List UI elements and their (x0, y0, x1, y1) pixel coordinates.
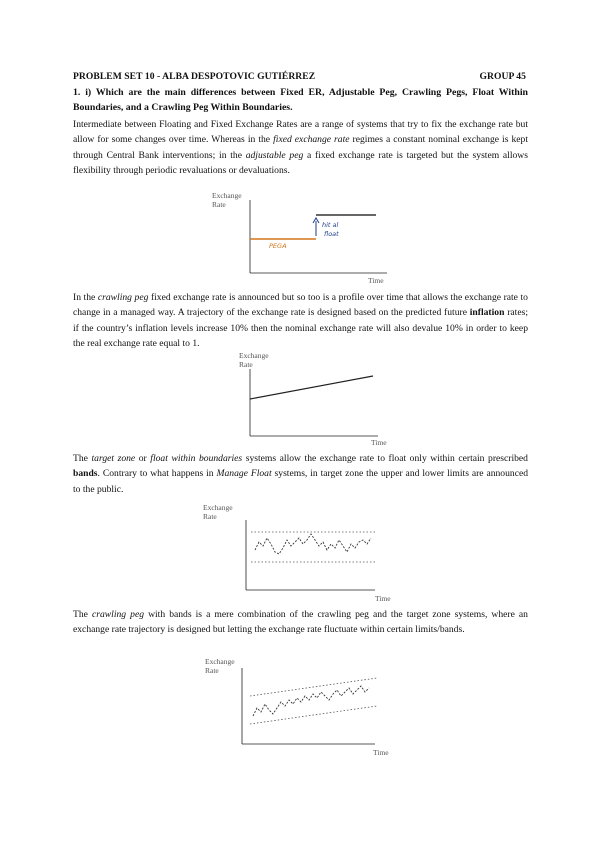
p2-text-e: rates; if the country’s inflation levels increase 10% then the nominal exchange rate will also devalue 10% in order to keep the real exchange rate equal to 1. (73, 307, 528, 349)
fig1-annotation-2: float (324, 230, 339, 238)
p3-text-a: The (73, 453, 92, 464)
p4-term-crawling-peg: crawling peg (91, 609, 145, 620)
fig2-ylabel-2: Rate (239, 360, 253, 369)
p3-text-i: systems, in target zone the upper and lower limits are announced to the public. (73, 468, 529, 495)
p3-text-e: systems allow the exchange rate to float only within certain prescribed (242, 453, 528, 464)
figure-target-zone (203, 502, 403, 604)
header-group: GROUP 45 (479, 71, 526, 82)
p3-term-float-within-boundaries: float within boundaries (150, 453, 243, 464)
p1-text-a: Intermediate between Floating and Fixed Exchange Rates are a range of systems that try to fix the exchange rate but allow for some changes over time. Whereas in the (73, 119, 528, 146)
header-title: PROBLEM SET 10 - ALBA DESPOTOVIC GUTIÉRREZ (73, 71, 316, 82)
p4-text-c: with bands is a mere combination of the crawling peg and the target zone systems, where an exchange rate trajectory is designed but letting the exchange rate fluctuate within certain limits/bands. (73, 609, 528, 636)
fig3-ylabel-1: Exchange (203, 503, 233, 512)
p3-text-c: or (135, 453, 151, 464)
fig4-xlabel: Time (373, 748, 389, 757)
fig2-ylabel-1: Exchange (239, 351, 269, 360)
fig1-ylabel-2: Rate (212, 200, 226, 209)
p2-term-inflation: inflation (469, 307, 505, 319)
p3-term-target-zone: target zone (91, 453, 136, 464)
paragraph-crawling-peg-bands (73, 607, 528, 638)
p4-text-a: The (73, 609, 92, 620)
fig3-ylabel-2: Rate (203, 512, 217, 521)
p3-text-g: . Contrary to what happens in (97, 468, 217, 480)
p2-term-crawling-peg: crawling peg (97, 292, 149, 303)
document-header (73, 71, 528, 83)
fig1-peg-label: PEGA (269, 242, 287, 250)
fig2-xlabel: Time (371, 438, 387, 447)
fig3-xlabel: Time (375, 594, 391, 603)
fig2-crawling-trend-line (250, 376, 373, 399)
figure-crawling-peg (233, 350, 403, 450)
p1-text-c: regimes a constant nominal exchange is kept through Central Bank interventions; in the (73, 134, 528, 161)
paragraph-fixed-adjustable (73, 117, 528, 178)
p3-term-manage-float: Manage Float (216, 468, 272, 480)
figure-crawling-peg-bands (205, 656, 400, 758)
fig3-exchange-rate-path (255, 534, 371, 554)
p2-text-a: In the (73, 292, 98, 303)
paragraph-target-zone (73, 451, 528, 497)
p2-text-c: fixed exchange rate is announced but so too is a profile over time that allows the exchange rate to change in a managed way. A trajectory of the exchange rate is designed based on the predicted future (73, 292, 528, 319)
figure-adjustable-peg (212, 190, 412, 290)
p1-term-fixed-exchange-rate: fixed exchange rate (273, 134, 350, 146)
fig1-xlabel: Time (368, 276, 384, 285)
fig4-ylabel-2: Rate (205, 666, 219, 675)
paragraph-crawling-peg (73, 290, 528, 351)
fig1-annotation-1: hit al (322, 221, 339, 229)
fig1-ylabel-1: Exchange (212, 191, 242, 200)
p1-term-adjustable-peg: adjustable peg (245, 149, 304, 161)
question-heading: 1. i) Which are the main differences between Fixed ER, Adjustable Peg, Crawling Pegs, Float Within Boundaries, and a Crawling Peg Within Boundaries. (73, 87, 528, 113)
fig4-ylabel-1: Exchange (205, 657, 235, 666)
p1-text-e: a fixed exchange rate is targeted but the system allows flexibility through periodic revaluations or devaluations. (73, 149, 528, 176)
p3-term-bands: bands (73, 468, 98, 480)
fig4-exchange-rate-path (253, 686, 369, 716)
fig4-lower-band (250, 706, 377, 724)
fig4-upper-band (250, 678, 377, 696)
